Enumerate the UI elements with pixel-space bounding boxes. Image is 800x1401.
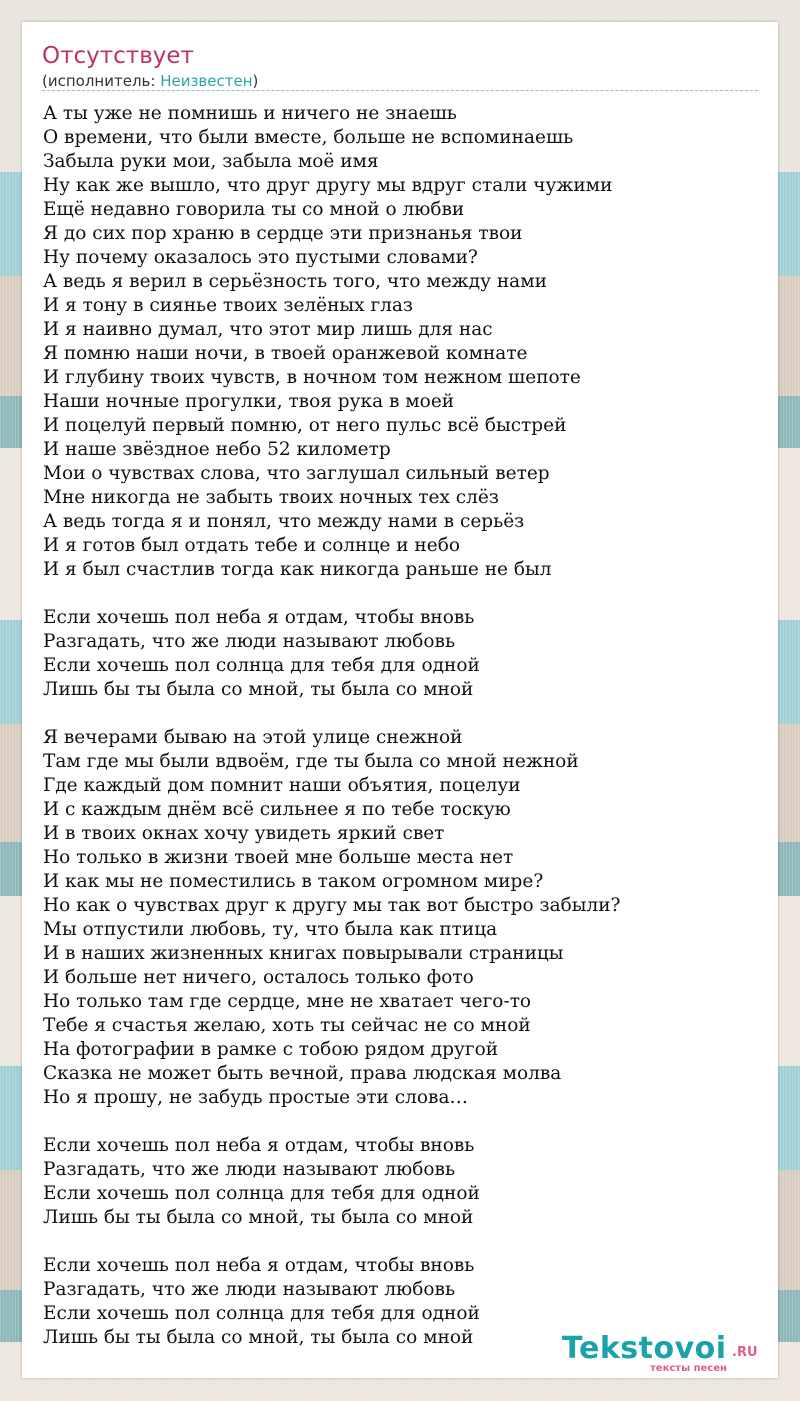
lyric-line: А ты уже не помнишь и ничего не знаешь xyxy=(43,103,457,124)
lyric-line: И с каждым днём всё сильнее я по тебе тоскую xyxy=(43,799,511,820)
lyric-line: И в твоих окнах хочу увидеть яркий свет xyxy=(43,823,445,844)
lyric-line: И я наивно думал, что этот мир лишь для нас xyxy=(43,319,493,340)
lyric-line: На фотографии в рамке с тобою рядом другой xyxy=(43,1039,499,1060)
lyric-line: О времени, что были вместе, больше не вспоминаешь xyxy=(43,127,574,148)
lyric-line: Но только в жизни твоей мне больше места нет xyxy=(43,847,514,868)
stanza-gap xyxy=(43,702,763,726)
lyric-line: И поцелуй первый помню, от него пульс всё быстрей xyxy=(43,415,567,436)
lyric-line: Если хочешь пол солнца для тебя для одной xyxy=(43,655,480,676)
lyric-line: Тебе я счастья желаю, хоть ты сейчас не со мной xyxy=(43,1015,531,1036)
lyric-line: И больше нет ничего, осталось только фото xyxy=(43,967,474,988)
lyric-line: Ну почему оказалось это пустыми словами? xyxy=(43,247,478,268)
lyric-line: Я вечерами бываю на этой улице снежной xyxy=(43,727,463,748)
lyric-line: Но я прошу, не забудь простые эти слова… xyxy=(43,1087,468,1108)
artist-link[interactable]: Неизвестен xyxy=(160,72,253,90)
lyric-line: Мои о чувствах слова, что заглушал сильный ветер xyxy=(43,463,550,484)
lyric-line: И я готов был отдать тебе и солнце и небо xyxy=(43,535,460,556)
song-title: Отсутствует xyxy=(42,43,194,69)
lyric-line: И я тону в сиянье твоих зелёных глаз xyxy=(43,295,414,316)
logo-tld: .RU xyxy=(732,1345,758,1360)
lyric-line: Мне никогда не забыть твоих ночных тех слёз xyxy=(43,487,499,508)
stanza-gap xyxy=(43,1230,763,1254)
artist-line xyxy=(42,71,258,91)
title-divider xyxy=(42,90,758,91)
lyric-line: И наше звёздное небо 52 километр xyxy=(43,439,391,460)
lyric-line: Сказка не может быть вечной, права людская молва xyxy=(43,1063,562,1084)
lyric-line: Где каждый дом помнит наши объятия, поцелуи xyxy=(43,775,521,796)
logo-name: Tekstovoi xyxy=(562,1331,727,1366)
lyric-line: Но как о чувствах друг к другу мы так вот быстро забыли? xyxy=(43,895,621,916)
site-logo[interactable] xyxy=(560,1332,770,1376)
lyric-line: Я до сих пор храню в сердце эти признанья твои xyxy=(43,223,523,244)
lyric-line: Наши ночные прогулки, твоя рука в моей xyxy=(43,391,455,412)
lyric-line: Забыла руки мои, забыла моё имя xyxy=(43,151,379,172)
stanza-gap xyxy=(43,1110,763,1134)
lyric-line: Ну как же вышло, что друг другу мы вдруг стали чужими xyxy=(43,175,613,196)
lyric-line: Если хочешь пол неба я отдам, чтобы вновь xyxy=(43,1135,475,1156)
lyric-line: А ведь я верил в серьёзность того, что между нами xyxy=(43,271,547,292)
lyrics-text xyxy=(43,102,763,1350)
lyric-line: Лишь бы ты была со мной, ты была со мной xyxy=(43,1327,474,1348)
lyric-line: Ещё недавно говорила ты со мной о любви xyxy=(43,199,465,220)
lyric-line: Разгадать, что же люди называют любовь xyxy=(43,631,456,652)
lyric-line: Лишь бы ты была со мной, ты была со мной xyxy=(43,679,474,700)
lyric-line: Там где мы были вдвоём, где ты была со мной нежной xyxy=(43,751,579,772)
lyric-line: И глубину твоих чувств, в ночном том нежном шепоте xyxy=(43,367,581,388)
lyric-line: А ведь тогда я и понял, что между нами в серьёз xyxy=(43,511,525,532)
lyric-line: Я помню наши ночи, в твоей оранжевой комнате xyxy=(43,343,528,364)
lyric-line: Но только там где сердце, мне не хватает чего-то xyxy=(43,991,532,1012)
lyrics-card xyxy=(22,22,778,1378)
lyric-line: Если хочешь пол солнца для тебя для одной xyxy=(43,1183,480,1204)
lyric-line: Если хочешь пол неба я отдам, чтобы вновь xyxy=(43,1255,475,1276)
lyric-line: Лишь бы ты была со мной, ты была со мной xyxy=(43,1207,474,1228)
artist-prefix: (исполнитель: xyxy=(42,72,161,90)
lyric-line: Разгадать, что же люди называют любовь xyxy=(43,1159,456,1180)
artist-suffix: ) xyxy=(252,72,259,90)
lyric-line: Если хочешь пол неба я отдам, чтобы вновь xyxy=(43,607,475,628)
lyric-line: И в наших жизненных книгах повырывали страницы xyxy=(43,943,564,964)
lyric-line: Разгадать, что же люди называют любовь xyxy=(43,1279,456,1300)
lyric-line: И я был счастлив тогда как никогда раньше не был xyxy=(43,559,552,580)
logo-tagline: тексты песен xyxy=(650,1363,727,1374)
lyric-line: Если хочешь пол солнца для тебя для одной xyxy=(43,1303,480,1324)
lyric-line: И как мы не поместились в таком огромном мире? xyxy=(43,871,544,892)
stanza-gap xyxy=(43,582,763,606)
lyric-line: Мы отпустили любовь, ту, что была как птица xyxy=(43,919,498,940)
